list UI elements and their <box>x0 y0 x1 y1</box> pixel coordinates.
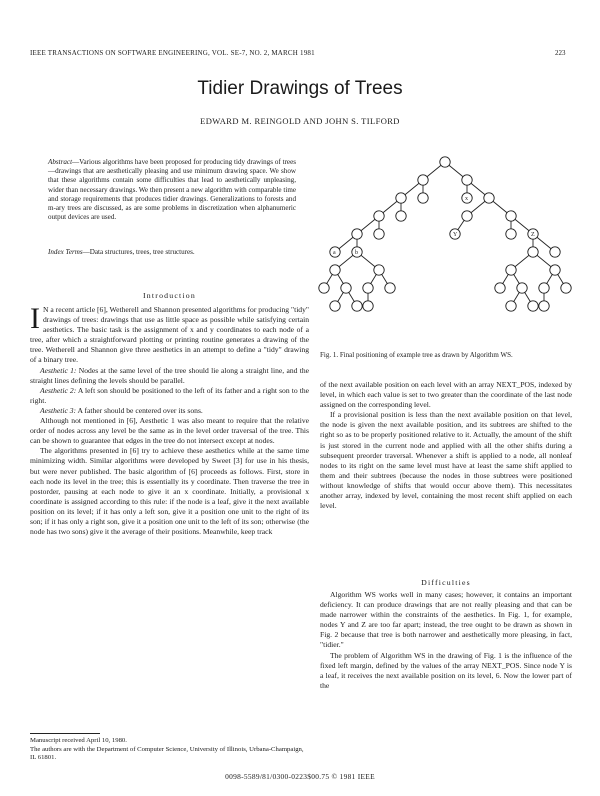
intro-paragraph-1: N a recent article [6], Wetherell and Shannon presented algorithms for producing "tidy" drawings of trees: drawings that use as little space as possible while satisfying certain aesthetics. The basic task is the assignment of x and y coordinates to each node of a tree, after which a straightforward plotting or printing routine generates a drawing of the tree. Wetherell and Shannon give three aesthetics in an attempt to define a "tidy" drawing of a binary tree. <box>30 305 309 365</box>
journal-header: IEEE TRANSACTIONS ON SOFTWARE ENGINEERING, VOL. SE-7, NO. 2, MARCH 1981 <box>30 49 315 57</box>
introduction-heading: Introduction <box>143 291 196 300</box>
left-column <box>30 302 309 537</box>
aesthetic-1 <box>30 366 309 386</box>
dropcap: I <box>30 302 40 335</box>
aesthetic-2-label: Aesthetic 2: <box>40 385 77 395</box>
footnotes <box>30 737 309 763</box>
right-paragraph-1: of the next available position on each level with an array NEXT_POS, indexed by level, in which each value is set to two greater than the coordinate of the last node assigned on the corresponding level. <box>320 380 572 410</box>
aesthetic-3 <box>30 406 309 416</box>
footnote-rule <box>30 733 100 734</box>
abstract <box>48 158 296 222</box>
aesthetic-2-text: A left son should be positioned to the left of its father and a right son to the right. <box>30 385 309 405</box>
difficulties-paragraph-2: The problem of Algorithm WS in the drawing of Fig. 1 is the influence of the fixed left margin, defined by the values of the array NEXT_POS. Since node Y is a leaf, it receives the next available position on its level, 6. Now the lower part of the <box>320 650 572 690</box>
abstract-label: Abstract <box>48 158 73 166</box>
footnote-received: Manuscript received April 10, 1980. <box>30 737 127 744</box>
footnote-affiliation: The authors are with the Department of Computer Science, University of Illinois, Urbana-Champaign, IL 61801. <box>30 745 304 762</box>
difficulties-paragraph-1: Algorithm WS works well in many cases; however, it contains an important deficiency. It can produce drawings that are not really pleasing and that can be made narrower within the constraints of the aesthetics. In Fig. 1, for example, nodes Y and Z are too far apart; instead, the tree ought to be drawn as shown in Fig. 2 because that tree is both narrower and aesthetically more pleasing, in fact, "tidier." <box>320 590 572 650</box>
figure-1-tree <box>300 150 590 345</box>
figure-caption: Fig. 1. Final positioning of example tree as drawn by Algorithm WS. <box>320 351 513 359</box>
authors: EDWARD M. REINGOLD AND JOHN S. TILFORD <box>200 116 400 126</box>
intro-paragraph-3: The algorithms presented in [6] try to achieve these aesthetics while at the same time minimizing width. Similar algorithms were developed by Sweet [3] for use in his thesis, but were never published. The basic algorithm of [6] proceeds as follows. First, store in each node its level in the tree; this is essentially its y coordinate. Then traverse the tree in postorder, pausing at each node to give it an x coordinate. Initially, a provisional x coordinate is assigned according to this rule: if the node is a leaf, give it the next available position on its level; if it has only a left son, give it a position one unit to the right of its son; if it has only a right son, give it a position one unit to the left of its son; otherwise (the node has two sons) give it the average of their positions. Meanwhile, keep track <box>30 446 309 537</box>
node-label-x: x <box>465 196 468 202</box>
aesthetic-2 <box>30 386 309 406</box>
index-terms <box>48 248 296 257</box>
aesthetic-1-label: Aesthetic 1: <box>40 365 77 375</box>
node-label-y: Y <box>453 232 458 238</box>
paper-title: Tidier Drawings of Trees <box>197 78 403 99</box>
node-label-z: Z <box>531 232 535 238</box>
right-column-bottom <box>320 590 572 691</box>
aesthetic-1-text: Nodes at the same level of the tree should lie along a straight line, and the straight lines defining the levels should be parallel. <box>30 365 309 385</box>
copyright-footer: 0098-5589/81/0300-0223$00.75 © 1981 IEEE <box>225 772 375 781</box>
index-terms-label: Index Terms <box>48 248 83 256</box>
intro-paragraph-2: Although not mentioned in [6], Aesthetic 1 was also meant to require that the relative order of nodes across any level be the same as in the level order traversal of the tree. This can be shown to guarantee that edges in the tree do not intersect except at nodes. <box>30 416 309 446</box>
node-labels <box>333 196 535 256</box>
difficulties-heading: Difficulties <box>421 578 471 587</box>
node-label-a: a <box>333 250 336 256</box>
abstract-text: —Various algorithms have been proposed for producing tidy drawings of trees—drawings that are aesthetically pleasing and use minimum drawing space. We show that these algorithms contain some difficulties that lead to aesthetically unpleasing, wider than necessary drawings. We then present a new algorithm with comparable time and storage requirements that produces tidier drawings. Generalizations to forests and m-ary trees are discussed, as are some problems in discretization when alphanumeric output devices are used. <box>48 158 296 222</box>
right-paragraph-2: If a provisional position is less than the next available position on that level, the node is given the next available position, and its subtrees are shifted to the right so as to be properly positioned relative to it. Actually, the amount of the shift is just stored in the current node and applied with all the other shifts during a subsequent preorder traversal. Whenever a shift is applied to a node, all nonleaf nodes to its right on the same level must have at least the same shift applied to them and their subtrees (because the nodes in those subtrees were positioned without knowledge of shifts that would occur above them). This necessitates another array, indexed by level, containing the most recent shift applied on each level. <box>320 410 572 511</box>
aesthetic-3-text: A father should be centered over its sons. <box>76 405 203 415</box>
page-number: 223 <box>555 49 566 57</box>
right-column-top <box>320 380 572 511</box>
index-terms-text: —Data structures, trees, tree structures. <box>82 248 195 256</box>
aesthetic-3-label: Aesthetic 3: <box>40 405 77 415</box>
node-label-b: b <box>355 250 358 256</box>
